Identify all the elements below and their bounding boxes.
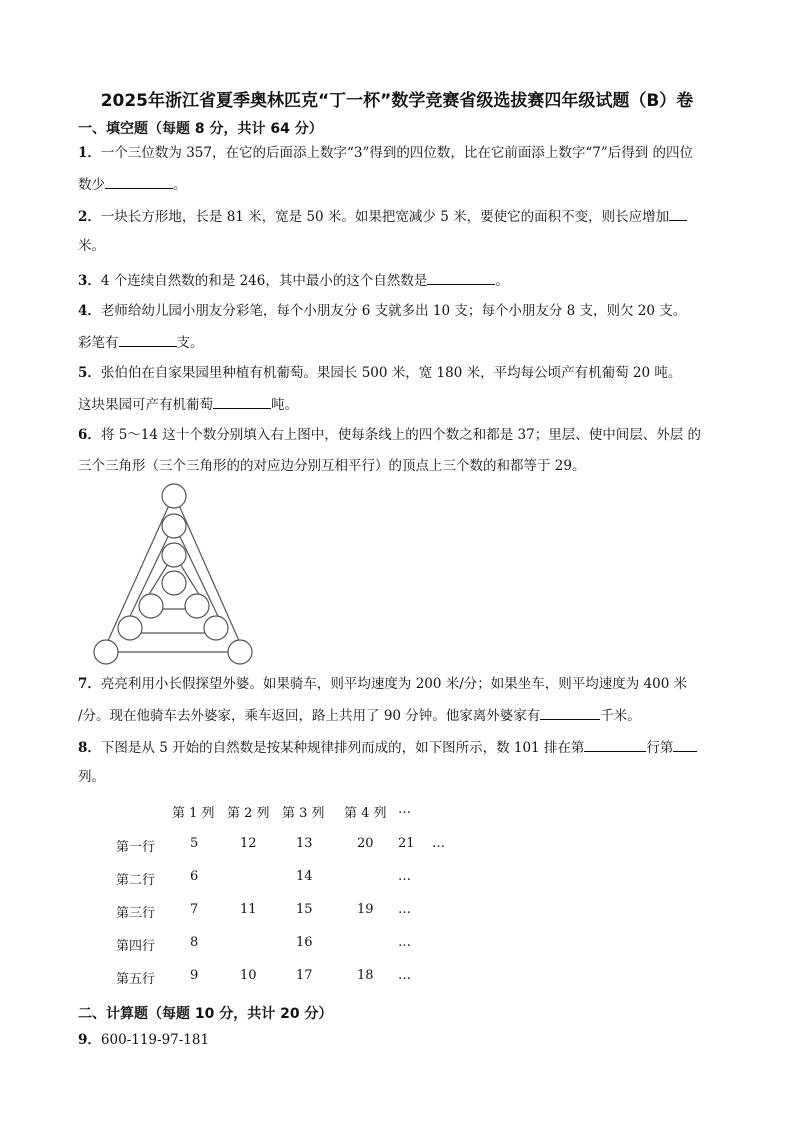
question-text: 张伯伯在自家果园里种植有机葡萄。果园长 500 米，宽 180 米，平均每公顷产有机葡萄 20 吨。 [100, 365, 682, 381]
question-7-line-2 [78, 705, 758, 726]
ellipsis: … [398, 902, 411, 917]
number-circle[interactable] [118, 616, 142, 640]
answer-blank[interactable] [669, 206, 687, 221]
table-cell: 17 [296, 968, 313, 983]
question-number: 4． [78, 303, 101, 319]
question-number: 3． [78, 273, 101, 289]
row-label: 第五行 [116, 972, 156, 987]
question-text: 千米。 [600, 708, 641, 724]
number-circle[interactable] [228, 640, 252, 664]
number-circle[interactable] [162, 514, 186, 538]
nested-triangle-figure [88, 480, 268, 670]
ellipsis: … [432, 836, 445, 851]
table-cell: 10 [240, 968, 257, 983]
answer-blank[interactable] [427, 270, 495, 285]
column-header: 第 1 列 [172, 806, 215, 821]
answer-blank[interactable] [119, 332, 177, 347]
table-cell: 19 [357, 902, 374, 917]
question-5-line-1 [78, 363, 758, 383]
question-6-line-2 [78, 456, 758, 476]
table-cell: 9 [190, 968, 199, 983]
row-label: 第三行 [116, 906, 156, 921]
answer-blank[interactable] [540, 705, 600, 720]
question-1-line-1 [78, 143, 758, 163]
column-header: 第 2 列 [227, 806, 270, 821]
answer-blank[interactable] [584, 737, 646, 752]
question-number: 6． [78, 427, 101, 443]
section-heading-calculation: 二、计算题（每题 10 分，共计 20 分） [78, 1006, 333, 1022]
table-cell: 20 [357, 836, 374, 851]
question-9 [78, 1030, 758, 1050]
question-text: 支。 [176, 335, 204, 351]
question-text: 下图是从 5 开始的自然数是按某种规律排列而成的，如下图所示，数 101 排在第 [100, 740, 585, 756]
question-2-line-2 [78, 236, 758, 256]
ellipsis: … [398, 968, 411, 983]
question-text: /分。现在他骑车去外婆家，乘车返回，路上共用了 90 分钟。他家离外婆家有 [78, 708, 541, 724]
column-header: 第 4 列 [344, 806, 387, 821]
question-text: 彩笔有 [78, 335, 119, 351]
row-label: 第二行 [116, 873, 156, 888]
table-cell: 15 [296, 902, 313, 917]
question-4-line-1 [78, 301, 758, 321]
question-number: 1． [78, 145, 101, 161]
question-text: 三个三角形（三个三角形的的对应边分别互相平行）的顶点上三个数的和都等于 29。 [78, 458, 586, 474]
table-cell: 6 [190, 869, 199, 884]
question-text: 吨。 [271, 397, 298, 413]
page-title: 2025年浙江省夏季奥林匹克“丁一杯”数学竞赛省级选拔赛四年级试题（B）卷 [100, 91, 694, 111]
row-label: 第四行 [116, 939, 156, 954]
question-4-line-2 [78, 332, 758, 353]
question-text: 4 个连续自然数的和是 246，其中最小的这个自然数是 [100, 273, 428, 289]
table-cell: 12 [240, 836, 257, 851]
question-5-line-2 [78, 394, 758, 415]
ellipsis: … [398, 869, 411, 884]
question-8-line-1 [78, 737, 758, 758]
table-cell: 21 [398, 836, 415, 851]
question-text: 这块果园可产有机葡萄 [78, 397, 213, 413]
question-text: 行第 [646, 740, 674, 756]
question-number: 5． [78, 365, 101, 381]
question-text: 数少 [78, 177, 105, 193]
table-cell: 18 [357, 968, 374, 983]
question-text: 。 [495, 273, 509, 289]
table-cell: 16 [296, 935, 313, 950]
table-cell: 13 [296, 836, 313, 851]
table-cell: 5 [190, 836, 199, 851]
answer-blank[interactable] [213, 394, 271, 409]
table-cell: 14 [296, 869, 313, 884]
table-cell: 11 [240, 902, 257, 917]
ellipsis: … [398, 935, 411, 950]
answer-blank[interactable] [673, 737, 697, 752]
answer-blank[interactable] [105, 174, 173, 189]
question-text: 。 [173, 177, 187, 193]
section-heading-fill-in: 一、填空题（每题 8 分，共计 64 分） [78, 121, 323, 137]
question-text: 列。 [78, 769, 105, 785]
question-text: 一块长方形地，长是 81 米，宽是 50 米。如果把宽减少 5 米，要使它的面积不变，则长应增加 [100, 209, 670, 225]
question-text: 一个三位数为 357，在它的后面添上数字“3”得到的四位数，比在它前面添上数字“7”后得到 的四位 [100, 145, 694, 161]
table-cell: 7 [190, 902, 199, 917]
question-7-line-1 [78, 674, 758, 694]
question-number: 8． [78, 740, 101, 756]
question-1-line-2 [78, 174, 758, 195]
row-label: 第一行 [116, 840, 156, 855]
question-6-line-1 [78, 425, 758, 445]
number-circle[interactable] [162, 543, 186, 567]
column-header: 第 3 列 [282, 806, 325, 821]
question-text: 米。 [78, 238, 105, 254]
question-3 [78, 270, 758, 291]
number-circle[interactable] [204, 616, 228, 640]
question-2-line-1 [78, 206, 758, 227]
column-header: … [398, 802, 411, 817]
question-number: 7． [78, 676, 101, 692]
number-circle[interactable] [185, 594, 209, 618]
question-text: 老师给幼儿园小朋友分彩笔，每个小朋友分 6 支就多出 10 支；每个小朋友分 8 支，则欠 20 支。 [100, 303, 687, 319]
number-circle[interactable] [162, 484, 186, 508]
question-8-line-2 [78, 767, 758, 787]
question-text: 600-119-97-181 [100, 1032, 210, 1048]
table-cell: 8 [190, 935, 199, 950]
question-number: 2． [78, 209, 101, 225]
question-text: 将 5～14 这十个数分别填入右上图中，使每条线上的四个数之和都是 37；里层、使中间层、外层 的 [100, 427, 702, 443]
question-number: 9． [78, 1032, 101, 1048]
number-circle[interactable] [139, 594, 163, 618]
number-circle[interactable] [94, 640, 118, 664]
number-circle[interactable] [162, 571, 186, 595]
question-text: 亮亮利用小长假探望外婆。如果骑车，则平均速度为 200 米/分；如果坐车，则平均速度为 400 米 [100, 676, 688, 692]
